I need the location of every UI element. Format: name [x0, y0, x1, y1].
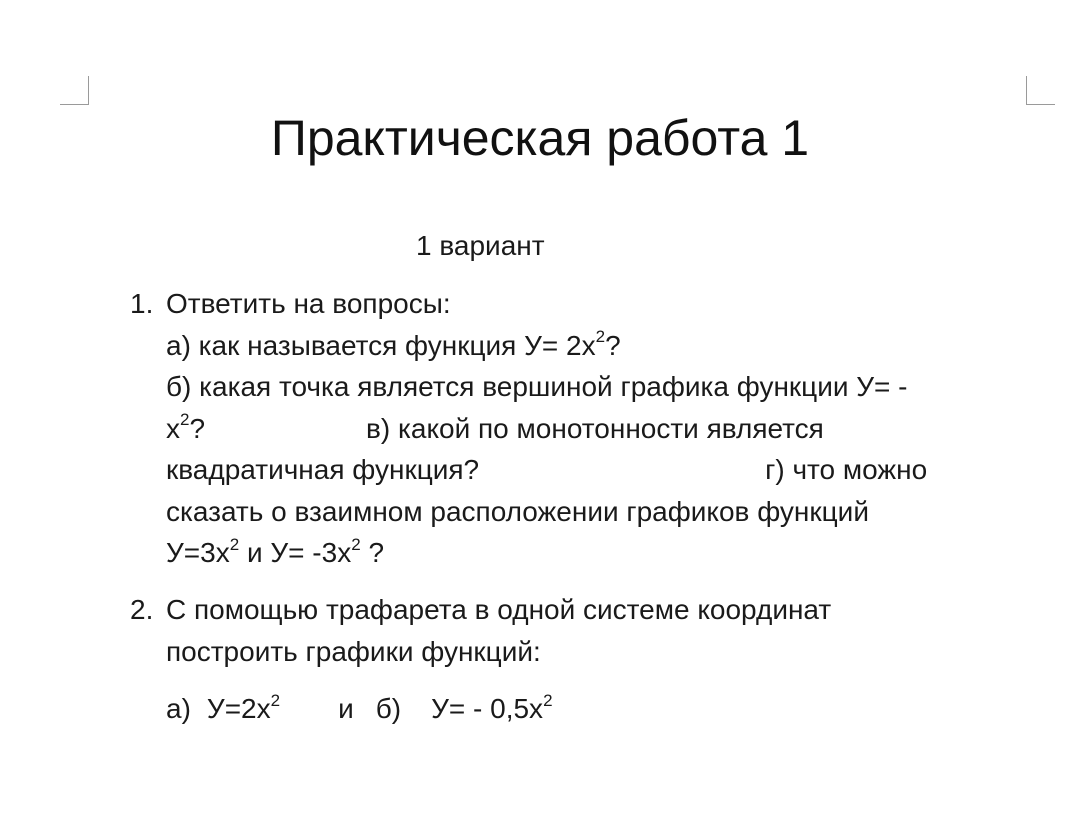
question-a-exponent: 2 — [595, 327, 606, 347]
function-a-label: а) — [166, 693, 191, 724]
question-b-x: х — [166, 412, 180, 444]
function-a: У=2х — [206, 693, 271, 724]
question-c-text: в) какой по монотонности является — [366, 412, 824, 444]
question-d-line2: сказать о взаимном расположении графиков функций — [166, 495, 869, 527]
question-b-exponent: 2 — [180, 410, 190, 430]
question-a — [166, 325, 1030, 367]
question-a-end: ? — [605, 329, 621, 361]
function-b-exponent: 2 — [543, 690, 553, 710]
question-b-line1: б) какая точка является вершиной графика функции У= - — [166, 371, 908, 402]
page-title: Практическая работа 1 — [270, 110, 810, 166]
task-2-line1: С помощью трафарета в одной системе координат — [166, 594, 832, 625]
question-d-text: г) что можно — [765, 454, 928, 485]
question-b-c-line — [166, 408, 1030, 450]
task-1-number: 1. — [130, 288, 154, 319]
task-2-functions — [166, 688, 553, 729]
question-d-end: ? — [360, 537, 385, 568]
question-d-func2-exponent: 2 — [351, 534, 361, 554]
conjunction: и — [338, 693, 354, 724]
question-a-text: а) как называется функция У= 2х — [166, 329, 596, 361]
function-b-label: б) — [375, 693, 402, 724]
task-2 — [130, 589, 1030, 672]
question-d-line3 — [166, 532, 1030, 574]
question-d-func2: и У= -3х — [239, 537, 352, 568]
question-b-end: ? — [189, 412, 206, 444]
crop-mark-top-left — [60, 76, 89, 105]
crop-mark-top-right — [1026, 76, 1055, 105]
task-1-heading: Ответить на вопросы: — [166, 288, 451, 319]
task-1-body — [166, 283, 1030, 574]
task-2-body — [166, 589, 1030, 672]
task-2-line2: построить графики функций: — [166, 635, 541, 667]
question-d-func1-exponent: 2 — [229, 534, 240, 554]
function-b: У= - 0,5х — [431, 693, 544, 724]
function-a-exponent: 2 — [270, 690, 281, 710]
question-c-text-2: квадратичная функция? — [166, 454, 480, 485]
variant-label: 1 вариант — [416, 230, 545, 261]
task-1 — [130, 283, 1030, 574]
task-2-number: 2. — [130, 594, 154, 625]
question-d-func1: У=3х — [166, 537, 230, 568]
question-c-d-line — [166, 449, 1030, 491]
